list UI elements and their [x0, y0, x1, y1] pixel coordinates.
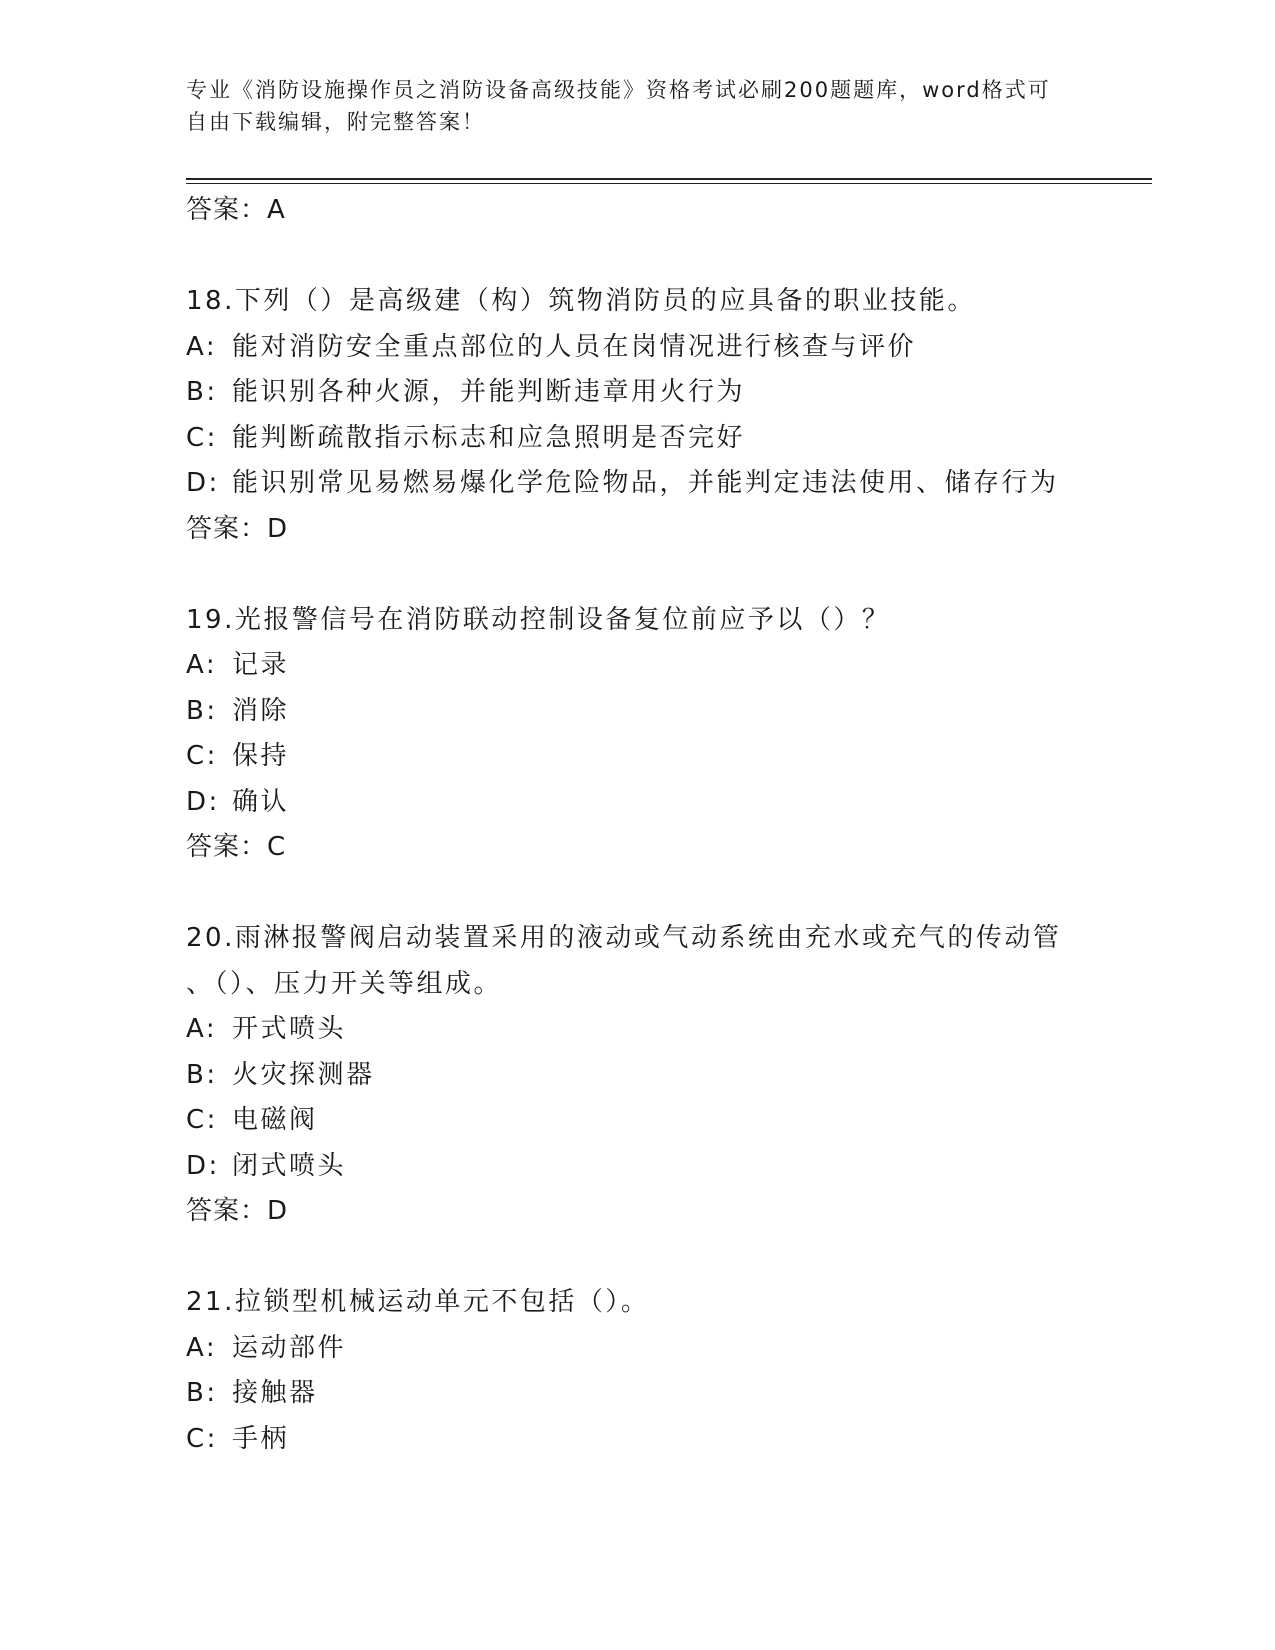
option-text: 手柄: [232, 1423, 290, 1454]
option-label: A:: [186, 650, 218, 680]
option-d: [186, 1144, 1152, 1190]
option-label: A:: [186, 1014, 218, 1044]
question-list: [186, 188, 1152, 1462]
answer-line: 答案：A: [186, 195, 286, 225]
option-label: D:: [186, 786, 220, 817]
option-a: [186, 1007, 1152, 1053]
option-text: 确认: [232, 786, 290, 817]
option-text: 消除: [232, 695, 290, 726]
option-b: [186, 370, 1152, 416]
header-rule-thin: [186, 183, 1152, 184]
option-c: [186, 416, 1152, 462]
option-text: 开式喷头: [232, 1014, 347, 1044]
header-rule-thick: [186, 178, 1152, 180]
question-18: [186, 279, 1152, 552]
option-text: 接触器: [232, 1378, 318, 1408]
option-label: D:: [186, 468, 220, 498]
option-text: 闭式喷头: [232, 1150, 347, 1181]
question-21: [186, 1280, 1152, 1462]
option-d: [186, 780, 1152, 826]
question-stem-line1: 20.雨淋报警阀启动装置采用的液动或气动系统由充水或充气的传动管: [186, 923, 1062, 953]
option-c: [186, 734, 1152, 780]
question-stem: 19.光报警信号在消防联动控制设备复位前应予以（）？: [186, 604, 891, 635]
option-label: B:: [186, 1378, 218, 1408]
option-label: B:: [186, 1059, 218, 1090]
question-stem-line2: 、（）、压力开关等组成。: [186, 968, 503, 999]
option-text: 记录: [232, 650, 290, 680]
option-label: C:: [186, 422, 218, 453]
option-text: 能识别各种火源，并能判断违章用火行为: [232, 377, 746, 407]
option-label: C:: [186, 1105, 218, 1135]
option-label: A:: [186, 1332, 218, 1363]
option-b: [186, 1053, 1152, 1099]
option-a: [186, 325, 1152, 371]
option-label: B:: [186, 695, 218, 726]
option-d: [186, 461, 1152, 507]
option-text: 保持: [232, 741, 290, 771]
option-label: B:: [186, 377, 218, 407]
answer-line: 答案：D: [186, 1196, 289, 1226]
option-text: 能对消防安全重点部位的人员在岗情况进行核查与评价: [232, 331, 917, 362]
option-text: 电磁阀: [232, 1105, 318, 1135]
option-text: 火灾探测器: [232, 1059, 375, 1090]
question-20: [186, 916, 1152, 1235]
option-c: [186, 1098, 1152, 1144]
answer-line: 答案：C: [186, 832, 287, 862]
option-text: 能识别常见易燃易爆化学危险物品，并能判定违法使用、储存行为: [232, 468, 1059, 498]
option-text: 运动部件: [232, 1332, 347, 1363]
option-b: [186, 1371, 1152, 1417]
question-stem: 21.拉锁型机械运动单元不包括（）。: [186, 1287, 650, 1317]
option-label: C:: [186, 1423, 218, 1454]
question-stem: 18.下列（）是高级建（构）筑物消防员的应具备的职业技能。: [186, 286, 976, 316]
option-a: [186, 643, 1152, 689]
option-label: A:: [186, 331, 218, 362]
option-c: [186, 1417, 1152, 1463]
option-text: 能判断疏散指示标志和应急照明是否完好: [232, 422, 746, 453]
option-label: D:: [186, 1150, 220, 1181]
document-header: 专业《消防设施操作员之消防设备高级技能》资格考试必刷200题题库，word格式可自由下载编辑，附完整答案！: [186, 78, 1051, 134]
option-b: [186, 689, 1152, 735]
answer-line: 答案：D: [186, 513, 289, 544]
question-19: [186, 598, 1152, 871]
option-a: [186, 1326, 1152, 1372]
option-label: C:: [186, 741, 218, 771]
